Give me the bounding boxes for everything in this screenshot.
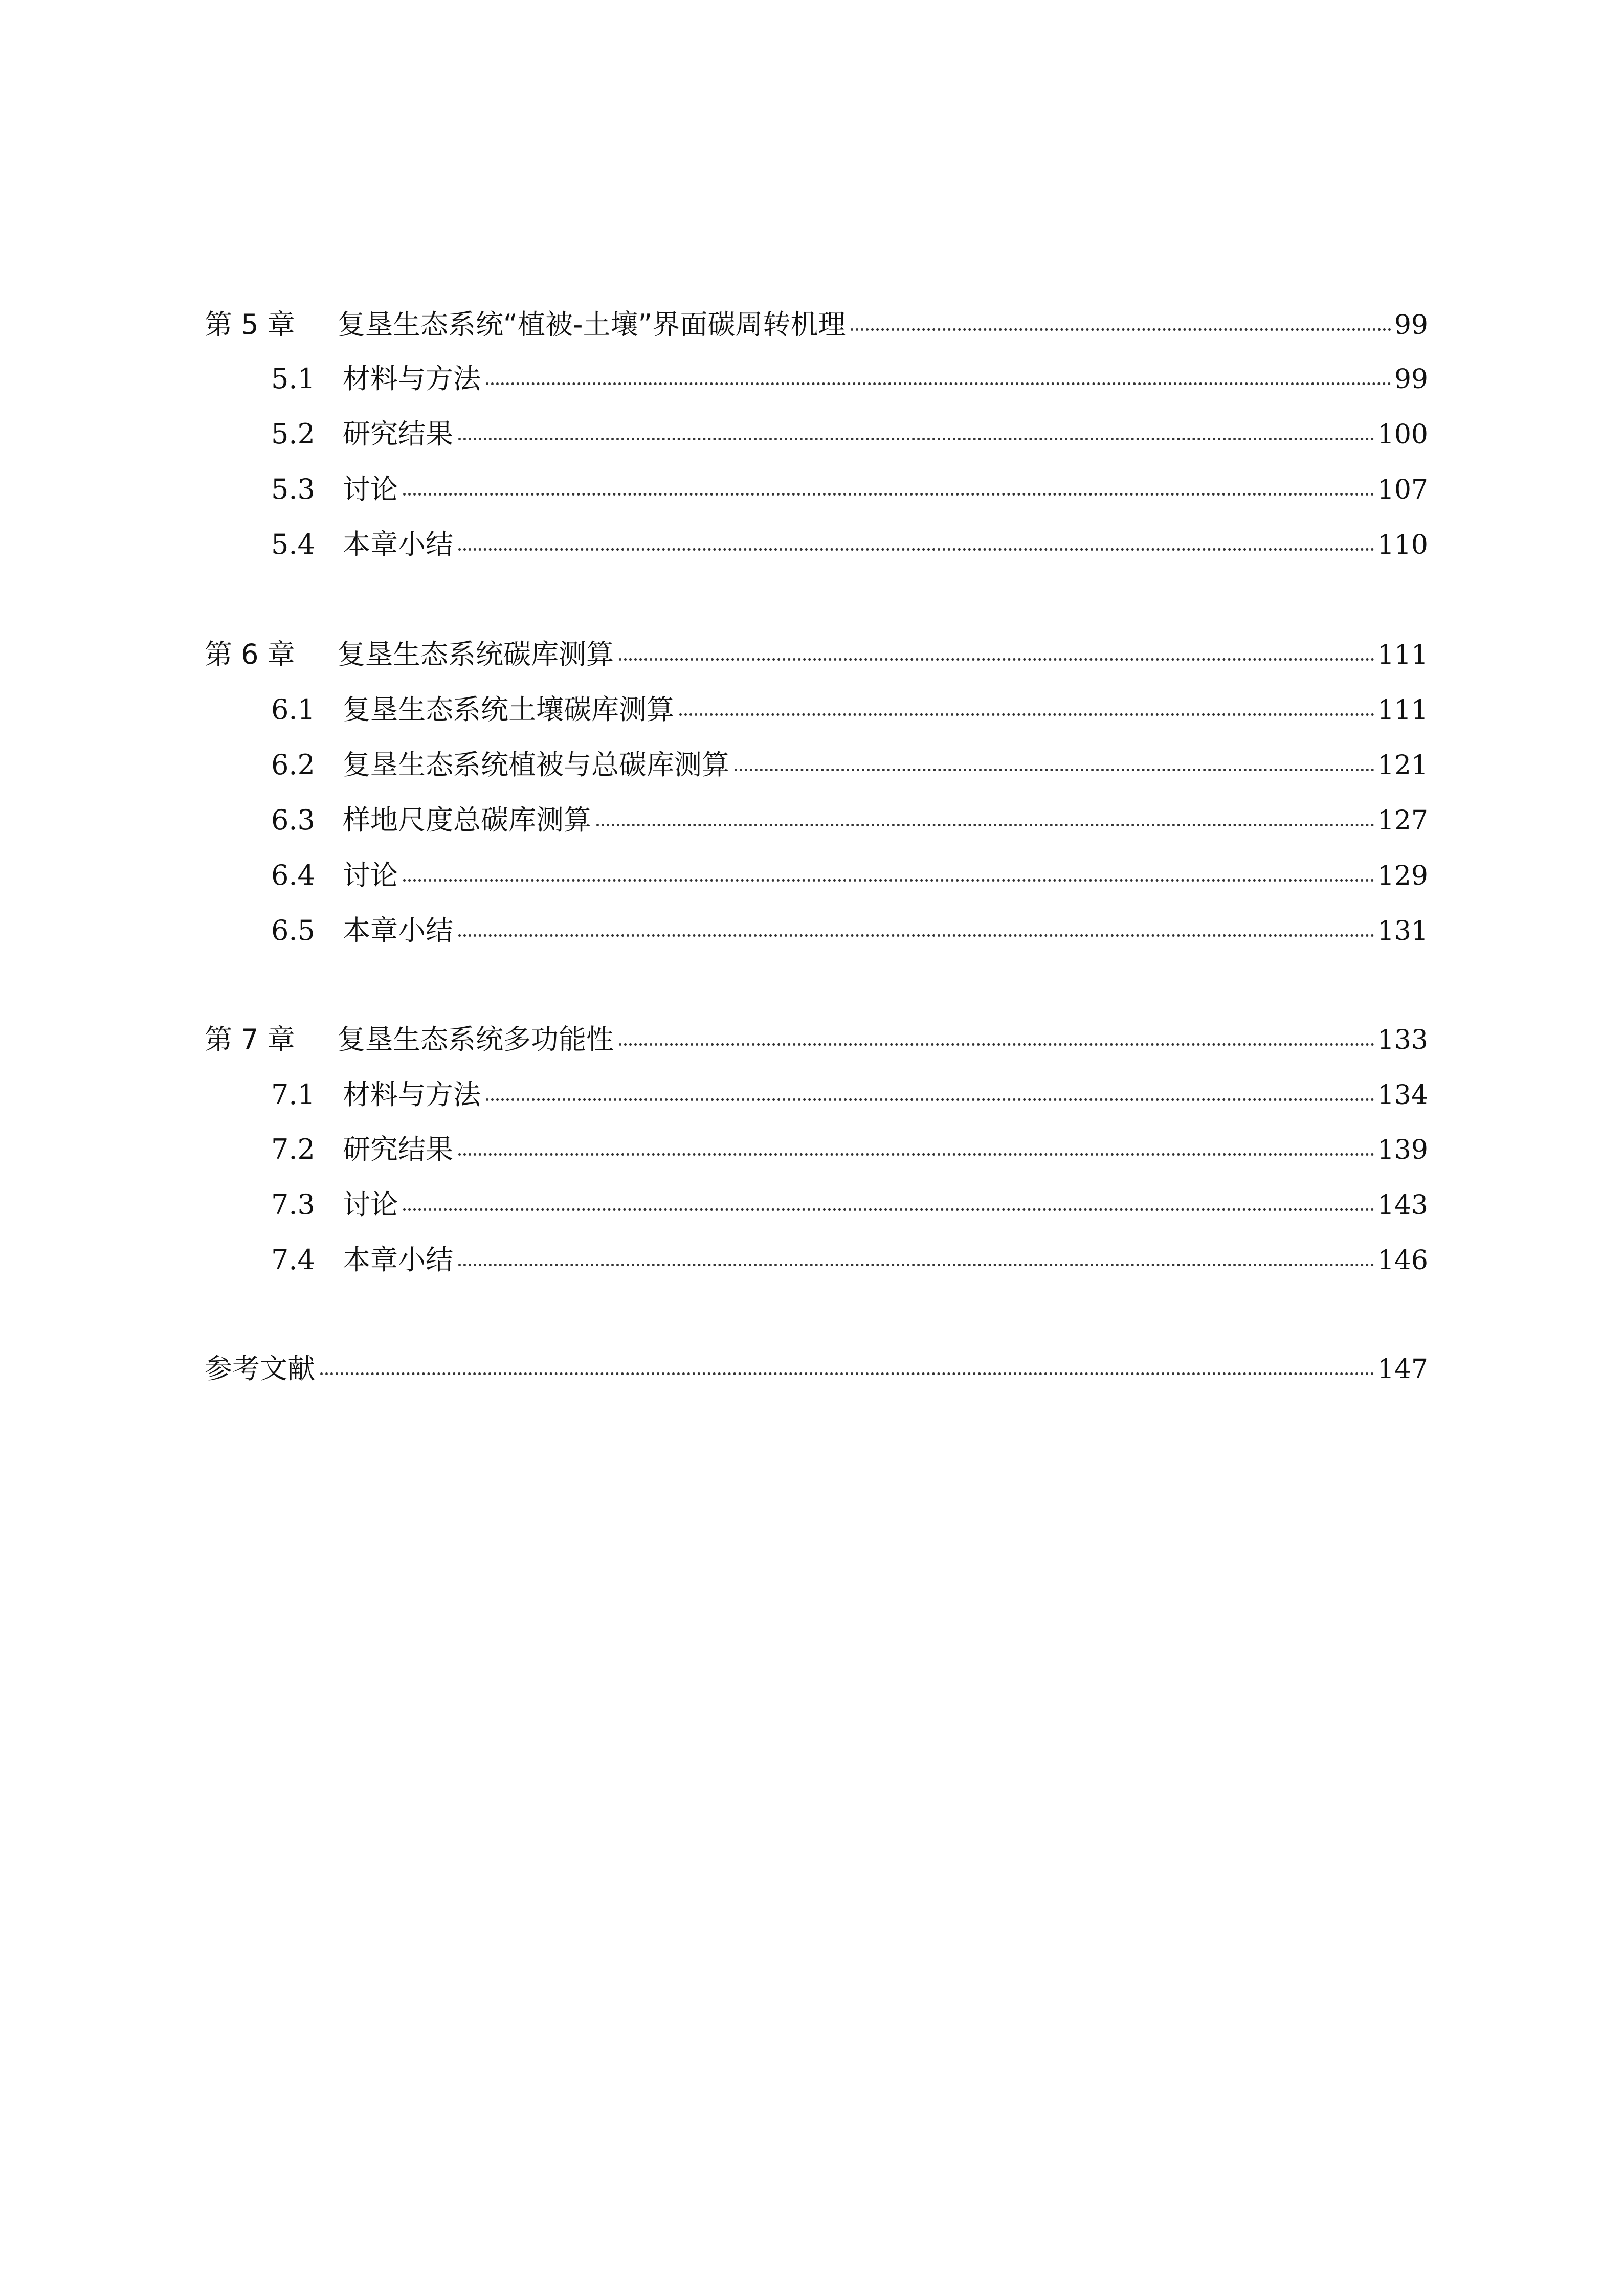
toc-entry-page: 129 bbox=[1377, 861, 1428, 891]
toc-entry-title: 复垦生态系统“植被-土壤”界面碳周转机理 bbox=[338, 308, 846, 341]
toc-entry-number: 7.4 bbox=[271, 1244, 315, 1276]
toc-entry-number: 5.2 bbox=[271, 418, 315, 450]
toc-entry-number: 5.1 bbox=[271, 363, 315, 395]
toc-section-7-2[interactable] bbox=[271, 1128, 1428, 1167]
dot-leader bbox=[486, 1098, 1374, 1101]
toc-entry-title: 复垦生态系统碳库测算 bbox=[338, 638, 614, 670]
toc-entry-number: 7.2 bbox=[271, 1133, 315, 1165]
dot-leader bbox=[320, 1372, 1374, 1375]
toc-section-7-1[interactable] bbox=[271, 1073, 1428, 1112]
toc-entry-number: 6.3 bbox=[271, 804, 315, 836]
toc-entry-title: 复垦生态系统植被与总碳库测算 bbox=[343, 749, 729, 781]
toc-entry-title: 研究结果 bbox=[343, 1133, 453, 1165]
toc-entry-number: 第 5 章 bbox=[205, 308, 295, 341]
dot-leader bbox=[735, 769, 1374, 771]
toc-section-5-3[interactable] bbox=[271, 467, 1428, 507]
toc-entry-title: 本章小结 bbox=[343, 1244, 453, 1276]
toc-entry-number: 6.5 bbox=[271, 914, 315, 947]
dot-leader bbox=[458, 438, 1374, 440]
dot-leader bbox=[458, 1153, 1374, 1156]
toc-entry-number: 5.4 bbox=[271, 528, 315, 560]
toc-section-6-4[interactable] bbox=[271, 853, 1428, 893]
toc-entry-title: 参考文献 bbox=[205, 1353, 315, 1385]
toc-entry-page: 127 bbox=[1377, 805, 1428, 836]
toc-entry-page: 110 bbox=[1377, 530, 1428, 560]
toc-entry-page: 99 bbox=[1394, 310, 1428, 341]
toc-entry-title: 复垦生态系统多功能性 bbox=[338, 1023, 614, 1055]
toc-entry-title: 讨论 bbox=[343, 473, 398, 505]
toc-entry-number: 7.3 bbox=[271, 1188, 315, 1221]
toc-entry-number: 6.4 bbox=[271, 859, 315, 891]
toc-entry-page: 99 bbox=[1394, 364, 1428, 395]
toc-entry-title: 材料与方法 bbox=[343, 363, 481, 395]
toc-entry-page: 143 bbox=[1377, 1190, 1428, 1221]
toc-section-5-4[interactable] bbox=[271, 523, 1428, 562]
toc-entry-number: 第 7 章 bbox=[205, 1023, 295, 1055]
toc-section-7-4[interactable] bbox=[271, 1238, 1428, 1277]
toc-entry-title: 样地尺度总碳库测算 bbox=[343, 804, 591, 836]
toc-section-6-3[interactable] bbox=[271, 798, 1428, 838]
toc-chapter-7[interactable] bbox=[205, 1018, 1428, 1057]
toc-entry-page: 111 bbox=[1377, 640, 1428, 670]
dot-leader bbox=[851, 328, 1391, 331]
dot-leader bbox=[458, 1264, 1374, 1266]
toc-section-5-1[interactable] bbox=[271, 357, 1428, 396]
toc-entry-title: 复垦生态系统土壤碳库测算 bbox=[343, 693, 674, 726]
toc-entry-title: 本章小结 bbox=[343, 914, 453, 947]
dot-leader bbox=[486, 382, 1391, 385]
toc-section-6-2[interactable] bbox=[271, 743, 1428, 782]
toc-entry-title: 讨论 bbox=[343, 859, 398, 891]
toc-entry-title: 研究结果 bbox=[343, 418, 453, 450]
toc-entry-page: 100 bbox=[1377, 419, 1428, 450]
toc-entry-number: 5.3 bbox=[271, 473, 315, 505]
dot-leader bbox=[596, 824, 1374, 826]
toc-entry-title: 材料与方法 bbox=[343, 1078, 481, 1111]
toc-section-7-3[interactable] bbox=[271, 1183, 1428, 1222]
dot-leader bbox=[403, 493, 1374, 496]
dot-leader bbox=[458, 548, 1374, 551]
toc-section-5-2[interactable] bbox=[271, 412, 1428, 452]
toc-entry-page: 139 bbox=[1377, 1135, 1428, 1165]
dot-leader bbox=[403, 879, 1374, 882]
toc-entry-page: 147 bbox=[1377, 1354, 1428, 1385]
toc-references[interactable] bbox=[205, 1347, 1428, 1386]
toc-entry-page: 131 bbox=[1377, 916, 1428, 947]
toc-chapter-6[interactable] bbox=[205, 633, 1428, 672]
toc-entry-number: 7.1 bbox=[271, 1078, 315, 1111]
toc-entry-number: 6.1 bbox=[271, 693, 315, 726]
dot-leader bbox=[458, 934, 1374, 937]
toc-entry-page: 107 bbox=[1377, 475, 1428, 505]
toc-entry-title: 讨论 bbox=[343, 1188, 398, 1221]
toc-section-6-5[interactable] bbox=[271, 909, 1428, 948]
toc-entry-page: 111 bbox=[1377, 695, 1428, 726]
toc-chapter-5[interactable] bbox=[205, 303, 1428, 342]
dot-leader bbox=[403, 1208, 1374, 1211]
toc-entry-page: 121 bbox=[1377, 750, 1428, 781]
dot-leader bbox=[619, 1043, 1374, 1046]
dot-leader bbox=[679, 713, 1374, 716]
toc-entry-number: 6.2 bbox=[271, 749, 315, 781]
toc-entry-page: 134 bbox=[1377, 1080, 1428, 1111]
toc-entry-title: 本章小结 bbox=[343, 528, 453, 560]
toc-entry-page: 133 bbox=[1377, 1025, 1428, 1055]
toc-section-6-1[interactable] bbox=[271, 688, 1428, 727]
toc-entry-number: 第 6 章 bbox=[205, 638, 295, 670]
dot-leader bbox=[619, 658, 1374, 661]
toc-entry-page: 146 bbox=[1377, 1245, 1428, 1276]
